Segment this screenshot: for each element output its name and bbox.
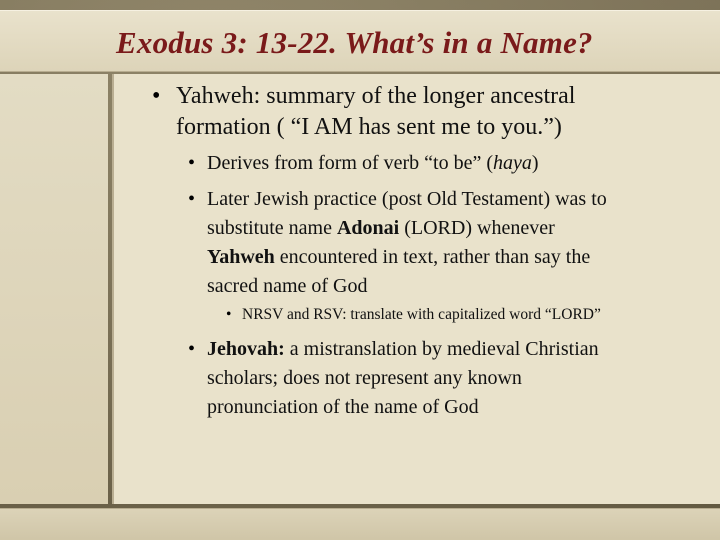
bullet-yahweh-line2: formation ( “I AM has sent me to you.”) [176,114,562,140]
term-yahweh-bold: Yahweh [207,246,275,268]
sub-bullet-jewish-line4: sacred name of God [207,275,368,297]
content-panel [112,74,720,504]
term-haya: haya [493,152,532,174]
term-adonai: Adonai [336,217,400,239]
term-yahweh: Yahweh [176,83,254,109]
title-bar [0,10,720,72]
sub-bullet-jehovah-line2: scholars; does not represent any known [207,367,522,389]
sub-sub-bullet-nrsv: NRSV and RSV: translate with capitalized word “LORD” [242,306,601,323]
sub-bullet-jewish-line1: Later Jewish practice (post Old Testament) was to [207,188,607,210]
bullet: • [188,152,196,174]
sub-bullet-derives: Derives from form of verb “to be” (haya) [207,152,539,174]
bullet: • [152,83,161,109]
sub-bullet-jewish-line3: Yahweh encountered in text, rather than say the [207,246,591,268]
sub-bullet-jehovah-line3: pronunciation of the name of God [207,396,479,418]
bottom-decor-bar [0,508,720,540]
left-decor-strip [0,74,108,504]
slide-title: Exodus 3: 13-22. What’s in a Name? [116,25,593,60]
sub-bullet-jewish-line2: substitute name Adonai (LORD) whenever [207,217,555,239]
bullet: • [226,306,232,323]
bullet-yahweh-line1: Yahweh: summary of the longer ancestral [176,83,576,109]
bullet: • [188,338,196,360]
sub-bullet-jehovah-line1: Jehovah: a mistranslation by medieval Christian [207,338,599,360]
bullet: • [188,188,196,210]
term-jehovah: Jehovah: [207,338,285,360]
